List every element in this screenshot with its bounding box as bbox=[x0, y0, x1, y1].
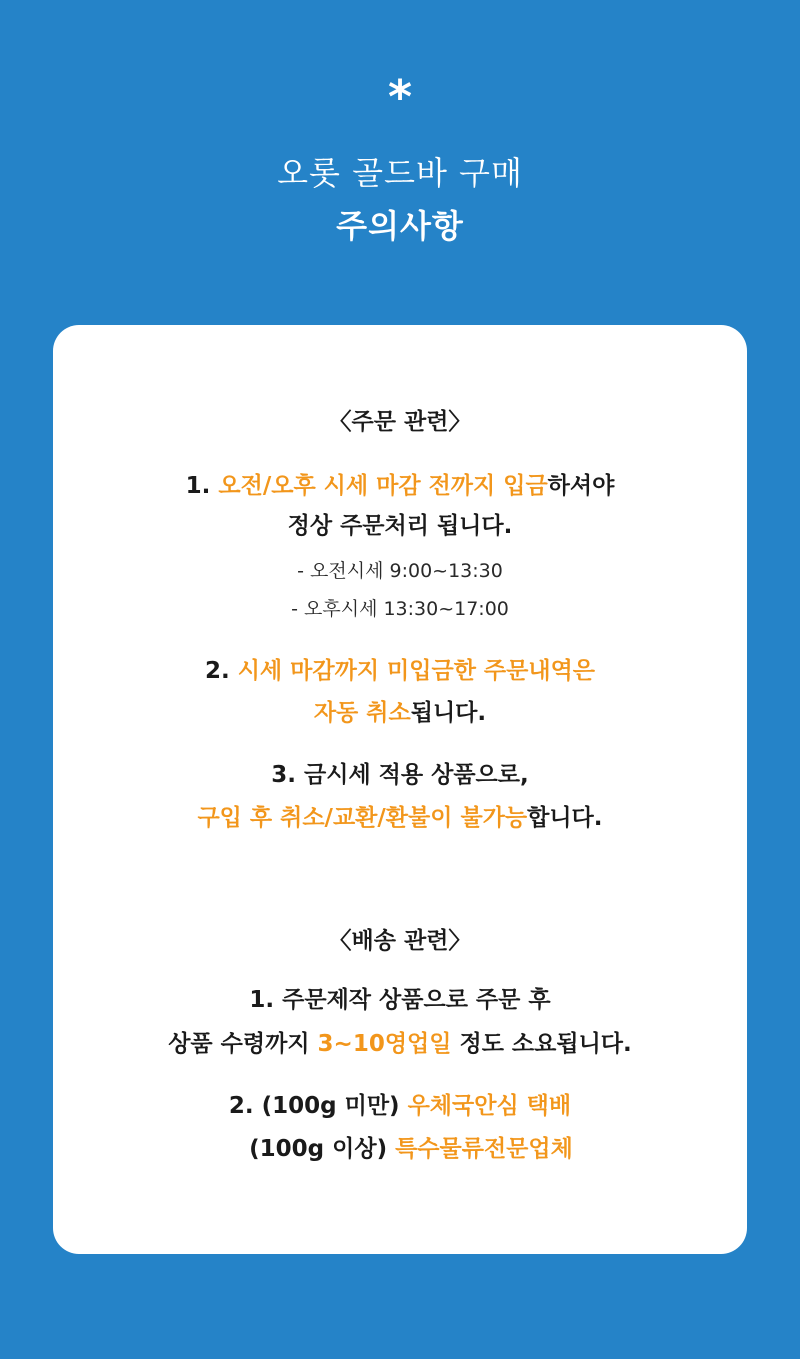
order-item1-highlight: 오전/오후 시세 마감 전까지 입금 bbox=[218, 473, 548, 499]
shipping-item2-line1 bbox=[53, 1090, 747, 1122]
shipping-item1-line1: 1. 주문제작 상품으로 주문 후 bbox=[249, 987, 551, 1013]
shipping-item2-highlight2: 특수물류전문업체 bbox=[395, 1136, 573, 1162]
shipping-item2-pre1: 2. (100g 미만) bbox=[228, 1093, 408, 1119]
notice-card bbox=[53, 325, 747, 1254]
order-item2-highlight1: 시세 마감까지 미입금한 주문내역은 bbox=[237, 658, 596, 684]
order-item2-line1 bbox=[53, 655, 747, 687]
order-item3-highlight: 구입 후 취소/교환/환불이 불가능 bbox=[197, 805, 528, 831]
asterisk-icon: * bbox=[387, 70, 413, 124]
shipping-item1-pre: 상품 수령까지 bbox=[168, 1031, 318, 1057]
order-item2-rest: 됩니다. bbox=[410, 700, 487, 726]
title-line2: 주의사항 bbox=[336, 207, 464, 245]
order-item2-line2 bbox=[53, 697, 747, 729]
shipping-item2-pre2: (100g 이상) bbox=[249, 1136, 396, 1162]
order-heading: 〈주문 관련〉 bbox=[328, 409, 472, 435]
order-item1-line1 bbox=[53, 470, 747, 502]
shipping-item2-line2 bbox=[53, 1133, 747, 1165]
order-item2-num: 2. bbox=[204, 658, 238, 684]
order-item1-sub2: - 오후시세 13:30~17:00 bbox=[291, 598, 509, 620]
order-item2-highlight2: 자동 취소 bbox=[313, 700, 411, 726]
order-item1-line2: 정상 주문처리 됩니다. bbox=[287, 513, 513, 539]
shipping-item1-line2 bbox=[53, 1028, 747, 1060]
shipping-heading: 〈배송 관련〉 bbox=[328, 928, 472, 954]
shipping-item2-highlight1: 우체국안심 택배 bbox=[407, 1093, 572, 1119]
shipping-item1-highlight: 3~10영업일 bbox=[317, 1031, 452, 1057]
order-item1-num: 1. bbox=[185, 473, 219, 499]
shipping-item1-post: 정도 소요됩니다. bbox=[451, 1031, 632, 1057]
title-line1: 오롯 골드바 구매 bbox=[277, 154, 523, 192]
order-item1-rest: 하셔야 bbox=[547, 473, 615, 499]
order-item3-rest: 합니다. bbox=[527, 805, 603, 831]
order-item1-sub1: - 오전시세 9:00~13:30 bbox=[297, 560, 503, 582]
order-item3-line1: 3. 금시세 적용 상품으로, bbox=[271, 762, 529, 788]
order-item3-line2 bbox=[53, 802, 747, 834]
